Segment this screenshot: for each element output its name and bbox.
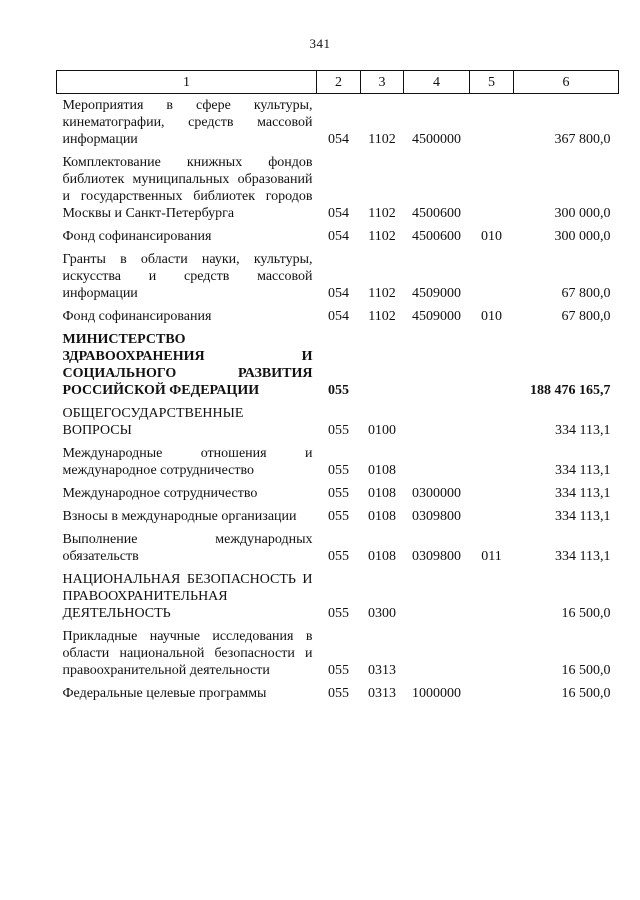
table-row xyxy=(57,682,619,705)
table-row xyxy=(57,442,619,482)
row-expense-code xyxy=(470,442,514,482)
row-article-code xyxy=(404,402,470,442)
row-article-code: 4509000 xyxy=(412,286,461,301)
row-article-code: 1000000 xyxy=(412,686,461,701)
row-section-code: 0108 xyxy=(368,549,396,564)
row-name: НАЦИОНАЛЬНАЯ БЕЗОПАСНОСТЬ И ПРАВООХРАНИТЕЛЬНАЯ ДЕЯТЕЛЬНОСТЬ xyxy=(62,572,313,621)
row-article-code xyxy=(404,568,470,625)
row-ministry-code: 054 xyxy=(328,286,349,301)
row-expense-code xyxy=(470,328,514,402)
table-row xyxy=(57,225,619,248)
row-ministry-code: 055 xyxy=(328,486,349,501)
row-amount: 367 800,0 xyxy=(554,132,611,147)
row-name: Комплектование книжных фондов библиотек муниципальных образований и государственных библиотек городов Москвы и Санкт-Петербурга xyxy=(62,155,313,221)
row-article-code xyxy=(404,328,470,402)
row-ministry-code: 055 xyxy=(328,383,349,398)
row-name: МИНИСТЕРСТВО ЗДРАВООХРАНЕНИЯ И СОЦИАЛЬНОГО РАЗВИТИЯ РОССИЙСКОЙ ФЕДЕРАЦИИ xyxy=(62,332,313,398)
row-expense-code: 010 xyxy=(481,229,502,244)
row-name: Фонд софинансирования xyxy=(62,229,212,244)
row-ministry-code: 055 xyxy=(328,509,349,524)
row-amount: 300 000,0 xyxy=(554,206,611,221)
table-row xyxy=(57,402,619,442)
row-name: Взносы в международные организации xyxy=(62,509,297,524)
header-col-4: 4 xyxy=(404,71,470,94)
table-row xyxy=(57,248,619,305)
row-expense-code xyxy=(470,505,514,528)
row-ministry-code: 055 xyxy=(328,463,349,478)
row-amount: 334 113,1 xyxy=(555,423,611,438)
page-number: 341 xyxy=(309,36,331,51)
row-ministry-code: 054 xyxy=(328,309,349,324)
row-article-code: 4500600 xyxy=(412,229,461,244)
row-article-code xyxy=(404,625,470,682)
row-amount: 334 113,1 xyxy=(555,463,611,478)
row-article-code xyxy=(404,442,470,482)
header-col-3: 3 xyxy=(361,71,404,94)
row-expense-code xyxy=(470,151,514,225)
row-article-code: 0309800 xyxy=(412,509,461,524)
row-section-code: 0313 xyxy=(368,686,396,701)
row-amount: 67 800,0 xyxy=(561,309,611,324)
row-section-code: 0300 xyxy=(368,606,396,621)
row-amount: 67 800,0 xyxy=(561,286,611,301)
row-expense-code xyxy=(470,402,514,442)
row-amount: 16 500,0 xyxy=(561,663,611,678)
header-col-1: 1 xyxy=(57,71,317,94)
row-section-code: 0100 xyxy=(368,423,396,438)
row-name: Федеральные целевые программы xyxy=(62,686,267,701)
row-section-code: 0108 xyxy=(368,509,396,524)
table-row xyxy=(57,482,619,505)
row-article-code: 0309800 xyxy=(412,549,461,564)
row-section-code: 0108 xyxy=(368,463,396,478)
row-name: Международные отношения и международное сотрудничество xyxy=(62,446,313,478)
table-row xyxy=(57,305,619,328)
table-header xyxy=(57,71,619,94)
row-section-code: 1102 xyxy=(368,132,396,147)
row-section-code: 1102 xyxy=(368,206,396,221)
table-row xyxy=(57,625,619,682)
row-expense-code xyxy=(470,248,514,305)
header-col-2: 2 xyxy=(317,71,361,94)
row-amount: 16 500,0 xyxy=(561,606,611,621)
row-amount: 334 113,1 xyxy=(555,509,611,524)
row-expense-code xyxy=(470,625,514,682)
row-ministry-code: 055 xyxy=(328,549,349,564)
row-section-code: 1102 xyxy=(368,309,396,324)
row-ministry-code: 055 xyxy=(328,663,349,678)
row-expense-code xyxy=(470,94,514,152)
row-section-code: 0313 xyxy=(368,663,396,678)
row-section-code: 1102 xyxy=(368,286,396,301)
row-amount: 334 113,1 xyxy=(555,549,611,564)
row-article-code: 4509000 xyxy=(412,309,461,324)
row-expense-code xyxy=(470,568,514,625)
table-row xyxy=(57,528,619,568)
row-amount: 334 113,1 xyxy=(555,486,611,501)
table-row xyxy=(57,568,619,625)
table-body xyxy=(57,94,619,706)
row-name: Международное сотрудничество xyxy=(62,486,258,501)
row-amount: 16 500,0 xyxy=(561,686,611,701)
row-name: Фонд софинансирования xyxy=(62,309,212,324)
row-amount: 188 476 165,7 xyxy=(530,383,611,398)
row-section-code: 1102 xyxy=(368,229,396,244)
row-article-code: 4500000 xyxy=(412,132,461,147)
table-row xyxy=(57,94,619,152)
row-section-code xyxy=(361,328,404,402)
table-row xyxy=(57,328,619,402)
row-expense-code: 011 xyxy=(481,549,502,564)
row-ministry-code: 055 xyxy=(328,606,349,621)
row-ministry-code: 055 xyxy=(328,686,349,701)
row-article-code: 0300000 xyxy=(412,486,461,501)
row-section-code: 0108 xyxy=(368,486,396,501)
header-col-6: 6 xyxy=(514,71,619,94)
header-row xyxy=(57,71,619,94)
row-name: Мероприятия в сфере культуры, кинематографии, средств массовой информации xyxy=(62,98,313,147)
row-name: Выполнение международных обязательств xyxy=(62,532,313,564)
row-ministry-code: 054 xyxy=(328,229,349,244)
row-expense-code xyxy=(470,482,514,505)
budget-table xyxy=(56,70,619,705)
row-ministry-code: 054 xyxy=(328,132,349,147)
row-amount: 300 000,0 xyxy=(554,229,611,244)
row-name: Прикладные научные исследования в области национальной безопасности и правоохранительной деятельности xyxy=(62,629,313,678)
row-expense-code: 010 xyxy=(481,309,502,324)
row-article-code: 4500600 xyxy=(412,206,461,221)
table-row xyxy=(57,151,619,225)
row-name: ОБЩЕГОСУДАРСТВЕННЫЕ ВОПРОСЫ xyxy=(62,406,244,438)
row-expense-code xyxy=(470,682,514,705)
row-ministry-code: 054 xyxy=(328,206,349,221)
table-row xyxy=(57,505,619,528)
header-col-5: 5 xyxy=(470,71,514,94)
row-ministry-code: 055 xyxy=(328,423,349,438)
row-name: Гранты в области науки, культуры, искусства и средств массовой информации xyxy=(62,252,313,301)
